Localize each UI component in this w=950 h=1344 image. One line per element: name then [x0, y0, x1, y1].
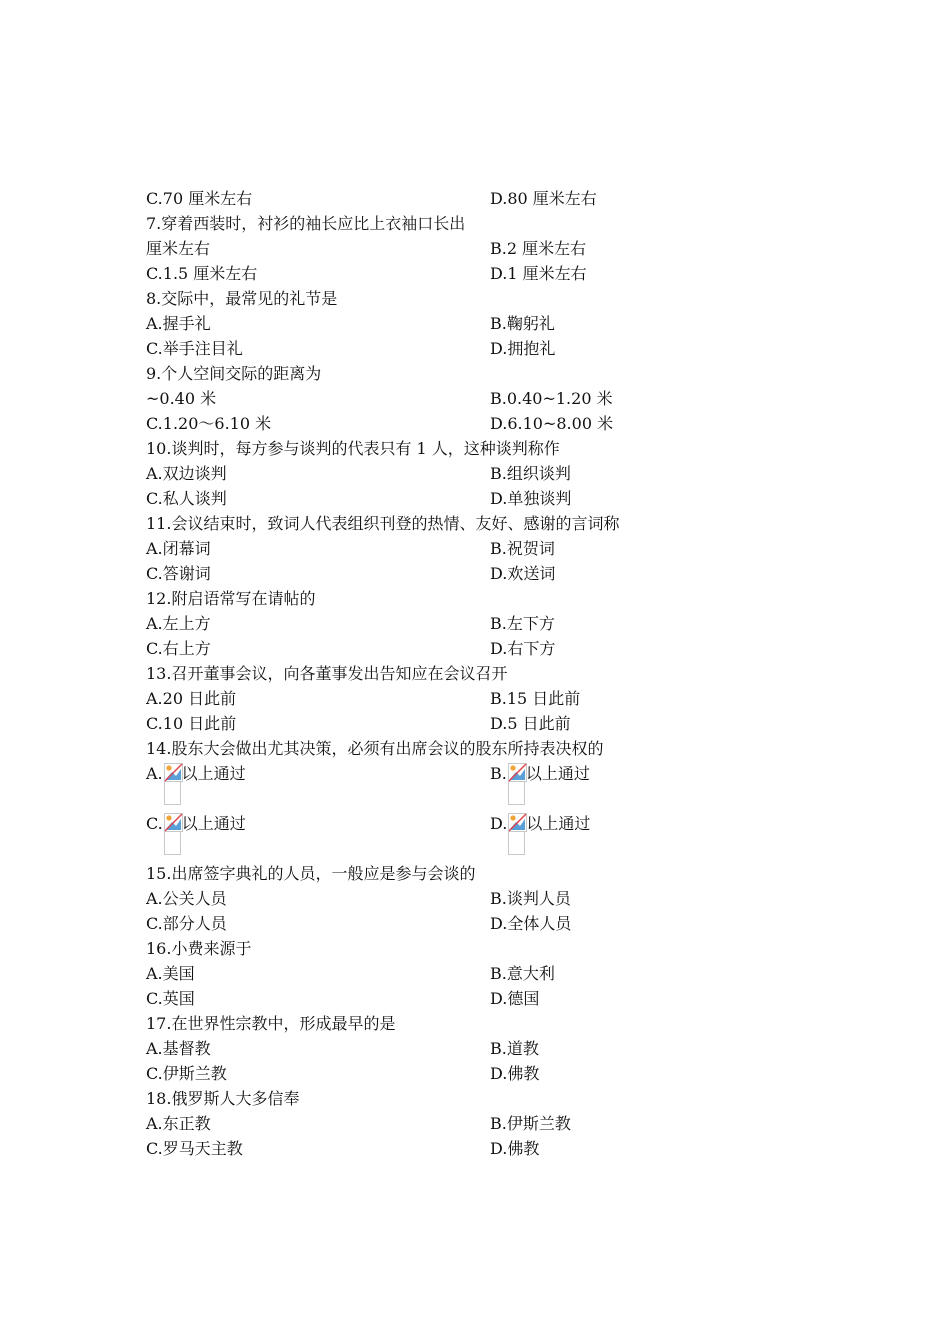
question-10: 10.谈判时，每方参与谈判的代表只有 1 人，这种谈判称作: [146, 439, 560, 458]
option-line: A.东正教 B.伊斯兰教: [146, 1114, 571, 1133]
option-line: A.闭幕词 B.祝贺词: [146, 539, 555, 558]
option-a: A. 以上通过: [146, 761, 246, 805]
option-line: A.公关人员 B.谈判人员: [146, 889, 571, 908]
option-line: 厘米左右 B.2 厘米左右: [146, 239, 587, 258]
option-line: A.左上方 B.左下方: [146, 614, 555, 633]
option-line: C.1.20～6.10 米 D.6.10~8.00 米: [146, 414, 614, 433]
broken-image-icon: [508, 813, 525, 855]
option-line: C.英国 D.德国: [146, 989, 540, 1008]
option-line: C.答谢词 D.欢送词: [146, 564, 556, 583]
option-line: C.右上方 D.右下方: [146, 639, 556, 658]
option-line: A.双边谈判 B.组织谈判: [146, 464, 571, 483]
question-16: 16.小费来源于: [146, 939, 252, 958]
question-13: 13.召开董事会议，向各董事发出告知应在会议召开: [146, 664, 508, 683]
option-line: A.20 日此前 B.15 日此前: [146, 689, 581, 708]
option-b: B. 以上通过: [490, 761, 590, 805]
broken-image-icon: [508, 763, 525, 805]
option-line-q14-cd: [146, 811, 846, 861]
option-line: A.美国 B.意大利: [146, 964, 555, 983]
question-11: 11.会议结束时，致词人代表组织刊登的热情、友好、感谢的言词称: [146, 514, 620, 533]
option-line: C.伊斯兰教 D.佛教: [146, 1064, 540, 1083]
document-page: [146, 186, 846, 1161]
option-line: C.私人谈判 D.单独谈判: [146, 489, 572, 508]
option-line: C.部分人员 D.全体人员: [146, 914, 572, 933]
question-18: 18.俄罗斯人大多信奉: [146, 1089, 300, 1108]
question-7: 7.穿着西装时，衬衫的袖长应比上衣袖口长出: [146, 214, 466, 233]
option-c: C. 以上通过: [146, 811, 246, 855]
option-line: ~0.40 米 B.0.40~1.20 米: [146, 389, 613, 408]
broken-image-icon: [164, 763, 181, 805]
question-15: 15.出席签字典礼的人员，一般应是参与会谈的: [146, 864, 476, 883]
question-9: 9.个人空间交际的距离为: [146, 364, 322, 383]
option-line: C.罗马天主教 D.佛教: [146, 1139, 540, 1158]
option-line: C.70 厘米左右 D.80 厘米左右: [146, 189, 597, 208]
option-line-q14-ab: [146, 761, 846, 811]
question-17: 17.在世界性宗教中，形成最早的是: [146, 1014, 396, 1033]
question-12: 12.附启语常写在请帖的: [146, 589, 316, 608]
question-8: 8.交际中，最常见的礼节是: [146, 289, 338, 308]
option-line: A.基督教 B.道教: [146, 1039, 539, 1058]
question-14: 14.股东大会做出尤其决策，必须有出席会议的股东所持表决权的: [146, 739, 604, 758]
option-line: C.举手注目礼 D.拥抱礼: [146, 339, 556, 358]
option-line: C.1.5 厘米左右 D.1 厘米左右: [146, 264, 587, 283]
broken-image-icon: [164, 813, 181, 855]
option-line: C.10 日此前 D.5 日此前: [146, 714, 571, 733]
option-d: D. 以上通过: [490, 811, 590, 855]
option-line: A.握手礼 B.鞠躬礼: [146, 314, 555, 333]
